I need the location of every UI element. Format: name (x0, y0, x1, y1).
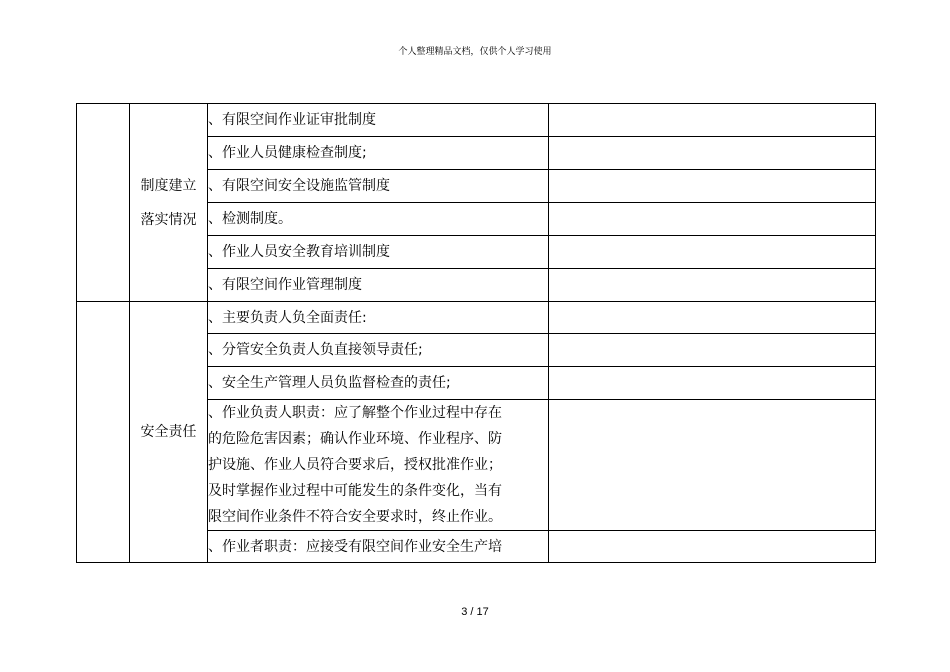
item-text: 、有限空间安全设施监管制度 (208, 178, 390, 194)
paragraph-line: 的危险危害因素；确认作业环境、作业程序、防 (208, 431, 502, 447)
item-text: 、作业人员安全教育培训制度 (208, 244, 390, 260)
item-cell (208, 236, 549, 269)
blank-cell (77, 104, 130, 302)
result-cell (549, 367, 876, 400)
category-label: 安全责任 (140, 424, 197, 440)
paragraph-line: 护设施、作业人员符合要求后，授权批准作业； (208, 457, 502, 473)
item-text: 、检测制度。 (208, 211, 292, 227)
blank-cell (77, 302, 130, 563)
item-cell (208, 531, 549, 563)
paragraph-line: 、作业负责人职责：应了解整个作业过程中存在 (208, 405, 502, 421)
result-cell (549, 137, 876, 170)
category-cell-system (130, 104, 208, 302)
item-text: 、安全生产管理人员负监督检查的责任; (208, 375, 451, 391)
result-cell (549, 269, 876, 302)
item-text: 、有限空间作业证审批制度 (208, 112, 376, 128)
table-row (77, 302, 876, 334)
paragraph-cell (208, 400, 549, 531)
result-cell (549, 400, 876, 531)
item-text: 、作业人员健康检查制度; (208, 145, 367, 161)
item-cell (208, 302, 549, 334)
inspection-table (76, 103, 876, 563)
item-text: 、作业者职责：应接受有限空间作业安全生产培 (208, 538, 502, 555)
page-number: 3 / 17 (461, 606, 489, 618)
category-label-line1: 制度建立 (140, 177, 197, 194)
item-text: 、有限空间作业管理制度 (208, 277, 362, 293)
item-cell (208, 334, 549, 367)
item-cell (208, 203, 549, 236)
table-row (77, 104, 876, 137)
result-cell (549, 302, 876, 334)
result-cell (549, 236, 876, 269)
page-header: 个人整理精品文档，仅供个人学习使用 (398, 47, 552, 57)
category-cell-responsibility (130, 302, 208, 563)
result-cell (549, 104, 876, 137)
result-cell (549, 203, 876, 236)
item-cell (208, 104, 549, 137)
item-cell (208, 367, 549, 400)
result-cell (549, 170, 876, 203)
item-text: 、主要负责人负全面责任: (208, 309, 367, 326)
item-text: 、分管安全负责人负直接领导责任; (208, 342, 423, 358)
paragraph-line: 及时掌握作业过程中可能发生的条件变化，当有 (208, 483, 502, 499)
label-gap (130, 199, 207, 207)
item-cell (208, 269, 549, 302)
item-cell (208, 137, 549, 170)
result-cell (549, 334, 876, 367)
paragraph-line: 限空间作业条件不符合安全要求时，终止作业。 (208, 509, 502, 525)
result-cell (549, 531, 876, 563)
category-label-line2: 落实情况 (140, 211, 197, 228)
item-cell (208, 170, 549, 203)
